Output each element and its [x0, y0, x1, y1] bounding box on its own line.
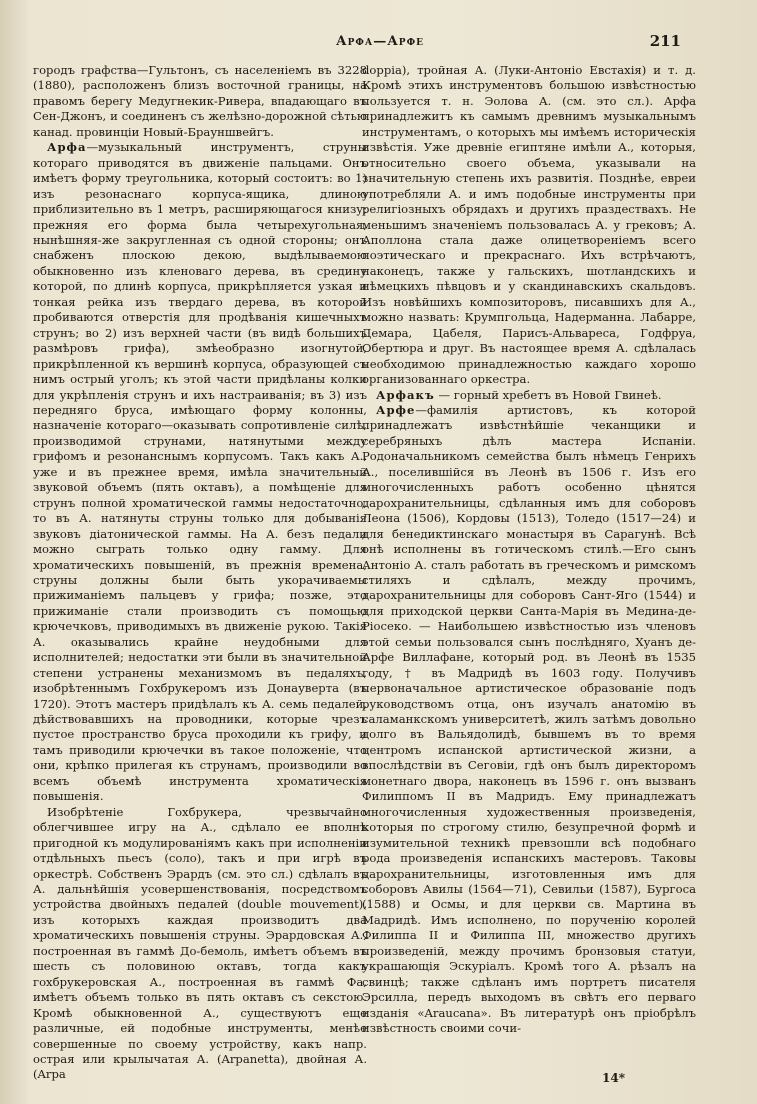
entry-arfe	[362, 403, 696, 1037]
entry-text: —музыкальный инструментъ, струны котораго приводятся въ движенiе пальцами. Онъ имѣетъ форму треугольника, который состоитъ: во 1) изъ резонаснаго корпуса-ящика, длиною приблизительно въ 1 метръ, расширяющагося книзу; прежняя его форма была четырехугольная, нынѣшняя-же закругленная съ одной стороны; онъ снабженъ плоскою декою, выдѣлываемою обыкновенно изъ кленоваго дерева, въ средину которой, по длинѣ корпуса, прикрѣпляется узкая и тонкая рейка изъ твердаго дерева, въ которой пробиваются отверстiя для продѣванiя кишечныхъ струнъ; во 2) изъ верхней части (въ видѣ большихъ размѣровъ грифа), змѣеобразно изогнутой, прикрѣпленной къ вершинѣ корпуса, образующей съ нимъ острый уголъ; къ этой части придѣланы колки для укрѣпленiя струнъ и ихъ настраиванiя; въ 3) изъ передняго бруса, имѣющаго форму колонны, назначенiе котораго—оказывать сопротивленiе силѣ, производимой струнами, натянутыми между грифомъ и резонанснымъ корпусомъ. Такъ какъ А., уже и въ прежнее время, имѣла значительный звуковой объемъ (пять октавъ), а помѣщенiе для струнъ полной хроматической гаммы недостаточно, то въ А. натянуты струны только для добыванiя звуковъ дiатонической гаммы. На А. безъ педали можно сыграть только одну гамму. Для хроматическихъ повышенiй, въ прежнiя времена, струны должны были быть укорачиваемы прижиманiемъ пальцевъ у грифа; позже, это прижиманiе стали производить съ помощью крючечковъ, приводимыхъ въ движенiе рукою. Такiя А. оказывались крайне неудобными для исполнителей; недостатки эти были въ значительной степени устранены механизмомъ въ педаляхъ, изобрѣтеннымъ Гохбрукеромъ изъ Донауверта (въ 1720). Этотъ мастеръ придѣлалъ къ А. семь педалей, дѣйствовавшихъ на проводники, которые чрезъ пустое пространство бруса проходили къ грифу, и тамъ приводили крючечки въ такое положенiе, что они, крѣпко прилегая къ струнамъ, производили во всемъ объемѣ инструмента хроматическiя повышенiя.	[33, 140, 367, 804]
running-head: Арфа—Арфе	[336, 34, 424, 49]
left-column	[33, 63, 367, 1083]
entry-headword: Арфакъ	[376, 387, 435, 402]
entry-text: — горный хребетъ въ Новой Гвинеѣ.	[434, 387, 662, 402]
paragraph-hochbrucker: Изобрѣтенiе Гохбрукера, чрезвычайно облегчившее игру на А., сдѣлало ее вполнѣ пригодной къ модулированiямъ какъ при исполненiи отдѣльныхъ пьесъ (соло), такъ и при игрѣ въ оркестрѣ. Собственъ Эрардъ (см. это сл.) сдѣлалъ въ А. дальнѣйшiя усовершенствованiя, посредствомъ устройства двойныхъ педалей (double mouvement), изъ которыхъ каждая производитъ два хроматическихъ повышенiя струны. Эрардовская А., построенная въ гаммѣ До-бемоль, имѣетъ объемъ въ шесть съ половиною октавъ, тогда какъ гохбрукеровская А., построенная въ гаммѣ Фа, имѣетъ объемъ только въ пять октавъ съ секстою. Кромѣ обыкновенной А., существуютъ еще различные, ей подобные инструменты, менѣе совершенные по своему устройству, какъ напр. острая или крылычатая А. (Arpanetta), двойная А. (Arpa	[33, 804, 367, 1082]
entry-arfa	[33, 140, 367, 804]
entry-headword: Арфе	[376, 402, 416, 417]
entry-arfak	[362, 388, 696, 403]
paragraph-county: городъ графства—Гультонъ, съ населенiемъ въ 3228 (1880), расположенъ близъ восточной границы, на правомъ берегу Медугнекик-Ривера, впадающаго въ Сен-Джонъ, и соединенъ съ желѣзно-дорожной сѣтью канад. провинцiи Новый-Брауншвейгъ.	[33, 63, 367, 139]
printer-signature: 14*	[602, 1071, 625, 1085]
right-column	[362, 63, 696, 1037]
entry-headword: Арфа	[47, 140, 87, 155]
paragraph-arfa-continued: doppia), тройная А. (Луки-Антонiо Евстахiя) и т. д. Кромѣ этихъ инструментовъ большою извѣстностью пользуется т. н. Эолова А. (см. это сл.). Арфа принадлежитъ къ самымъ древнимъ музыкальнымъ инструментамъ, о которыхъ мы имѣемъ историческiя извѣстiя. Уже древнiе египтяне имѣли А., которыя, относительно своего объема, указывали на значительную степень ихъ развитiя. Позднѣе, евреи употребляли А. и имъ подобные инструменты при религiозныхъ обрядахъ и другихъ праздествахъ. Не меньшимъ значенiемъ пользовалась А. у грековъ; А. Аполлона стала даже олицетворенiемъ всего поэтическаго и прекраснаго. Ихъ встрѣчаютъ, наконецъ, также у гальскихъ, шотландскихъ и нѣмецкихъ пѣвцовъ и у скандинавскихъ скальдовъ. Изъ новѣйшихъ композиторовъ, писавшихъ для А., можно назвать: Крумпгольца, Надерманна. Лабарре, Демара, Цабеля, Парисъ-Альвареса, Годфруа, Обертюра и друг. Въ настоящее время А. сдѣлалась необходимою принадлежностью каждаго хорошо организованнаго оркестра.	[362, 63, 696, 387]
page-number: 211	[649, 32, 681, 50]
page-header	[0, 30, 757, 54]
entry-text: —фамилiя артистовъ, къ которой принадлежатъ извѣстнѣйшiе чеканщики и серебряныхъ дѣлъ мастера Испанiи. Родоначальникомъ семейства былъ нѣмецъ Генрихъ А., поселившiйся въ Леонѣ въ 1506 г. Изъ его многочисленныхъ работъ особенно цѣнятся дарохранительницы, сдѣланныя имъ для соборовъ Леона (1506), Кордовы (1513), Толедо (1517—24) и для бенедиктинскаго монастыря въ Сарагунѣ. Всѣ онѣ исполнены въ готическомъ стилѣ.—Его сынъ Антонiо А. сталъ работать въ греческомъ и римскомъ стиляхъ и сдѣлалъ, между прочимъ, дарохранительницы для соборовъ Сант-Яго (1544) и для приходской церкви Санта-Марiя въ Медина-де-Рiосеко. — Наибольшею извѣстностью изъ членовъ этой семьи пользовался сынъ послѣдняго, Хуанъ де-Арфе Виллафане, который род. въ Леонѣ въ 1535 году, † въ Мадридѣ въ 1603 году. Получивъ первоначальное артистическое образованiе подъ руководствомъ отца, онъ изучалъ анатомiю въ саламанкскомъ университетѣ, жилъ затѣмъ довольно долго въ Вальядолидѣ, бывшемъ въ то время центромъ испанской артистической жизни, а впослѣдствiи въ Сеговiи, гдѣ онъ былъ директоромъ монетнаго двора, наконецъ въ 1596 г. онъ вызванъ Филиппомъ II въ Мадридъ. Ему принадлежатъ многочисленныя художественныя произведенiя, которыя по строгому стилю, безупречной формѣ и изумительной техникѣ превзошли всѣ подобнаго рода произведенiя испанскихъ мастеровъ. Таковы дарохранительницы, изготовленныя имъ для соборовъ Авилы (1564—71), Севильи (1587), Бургоса (1588) и Осмы, и для церкви св. Мартина въ Мадридѣ. Имъ исполнено, по порученiю королей Филиппа II и Филиппа III, множество другихъ произведенiй, между прочимъ бронзовыя статуи, украшающiя Эскурiалъ. Кромѣ того А. рѣзалъ на свинцѣ; также сдѣланъ имъ портретъ писателя Эрсилла, передъ выходомъ въ свѣтъ его перваго изданiя «Araucana». Въ литературѣ онъ прiобрѣлъ извѣстность своими сочи-	[362, 402, 696, 1036]
